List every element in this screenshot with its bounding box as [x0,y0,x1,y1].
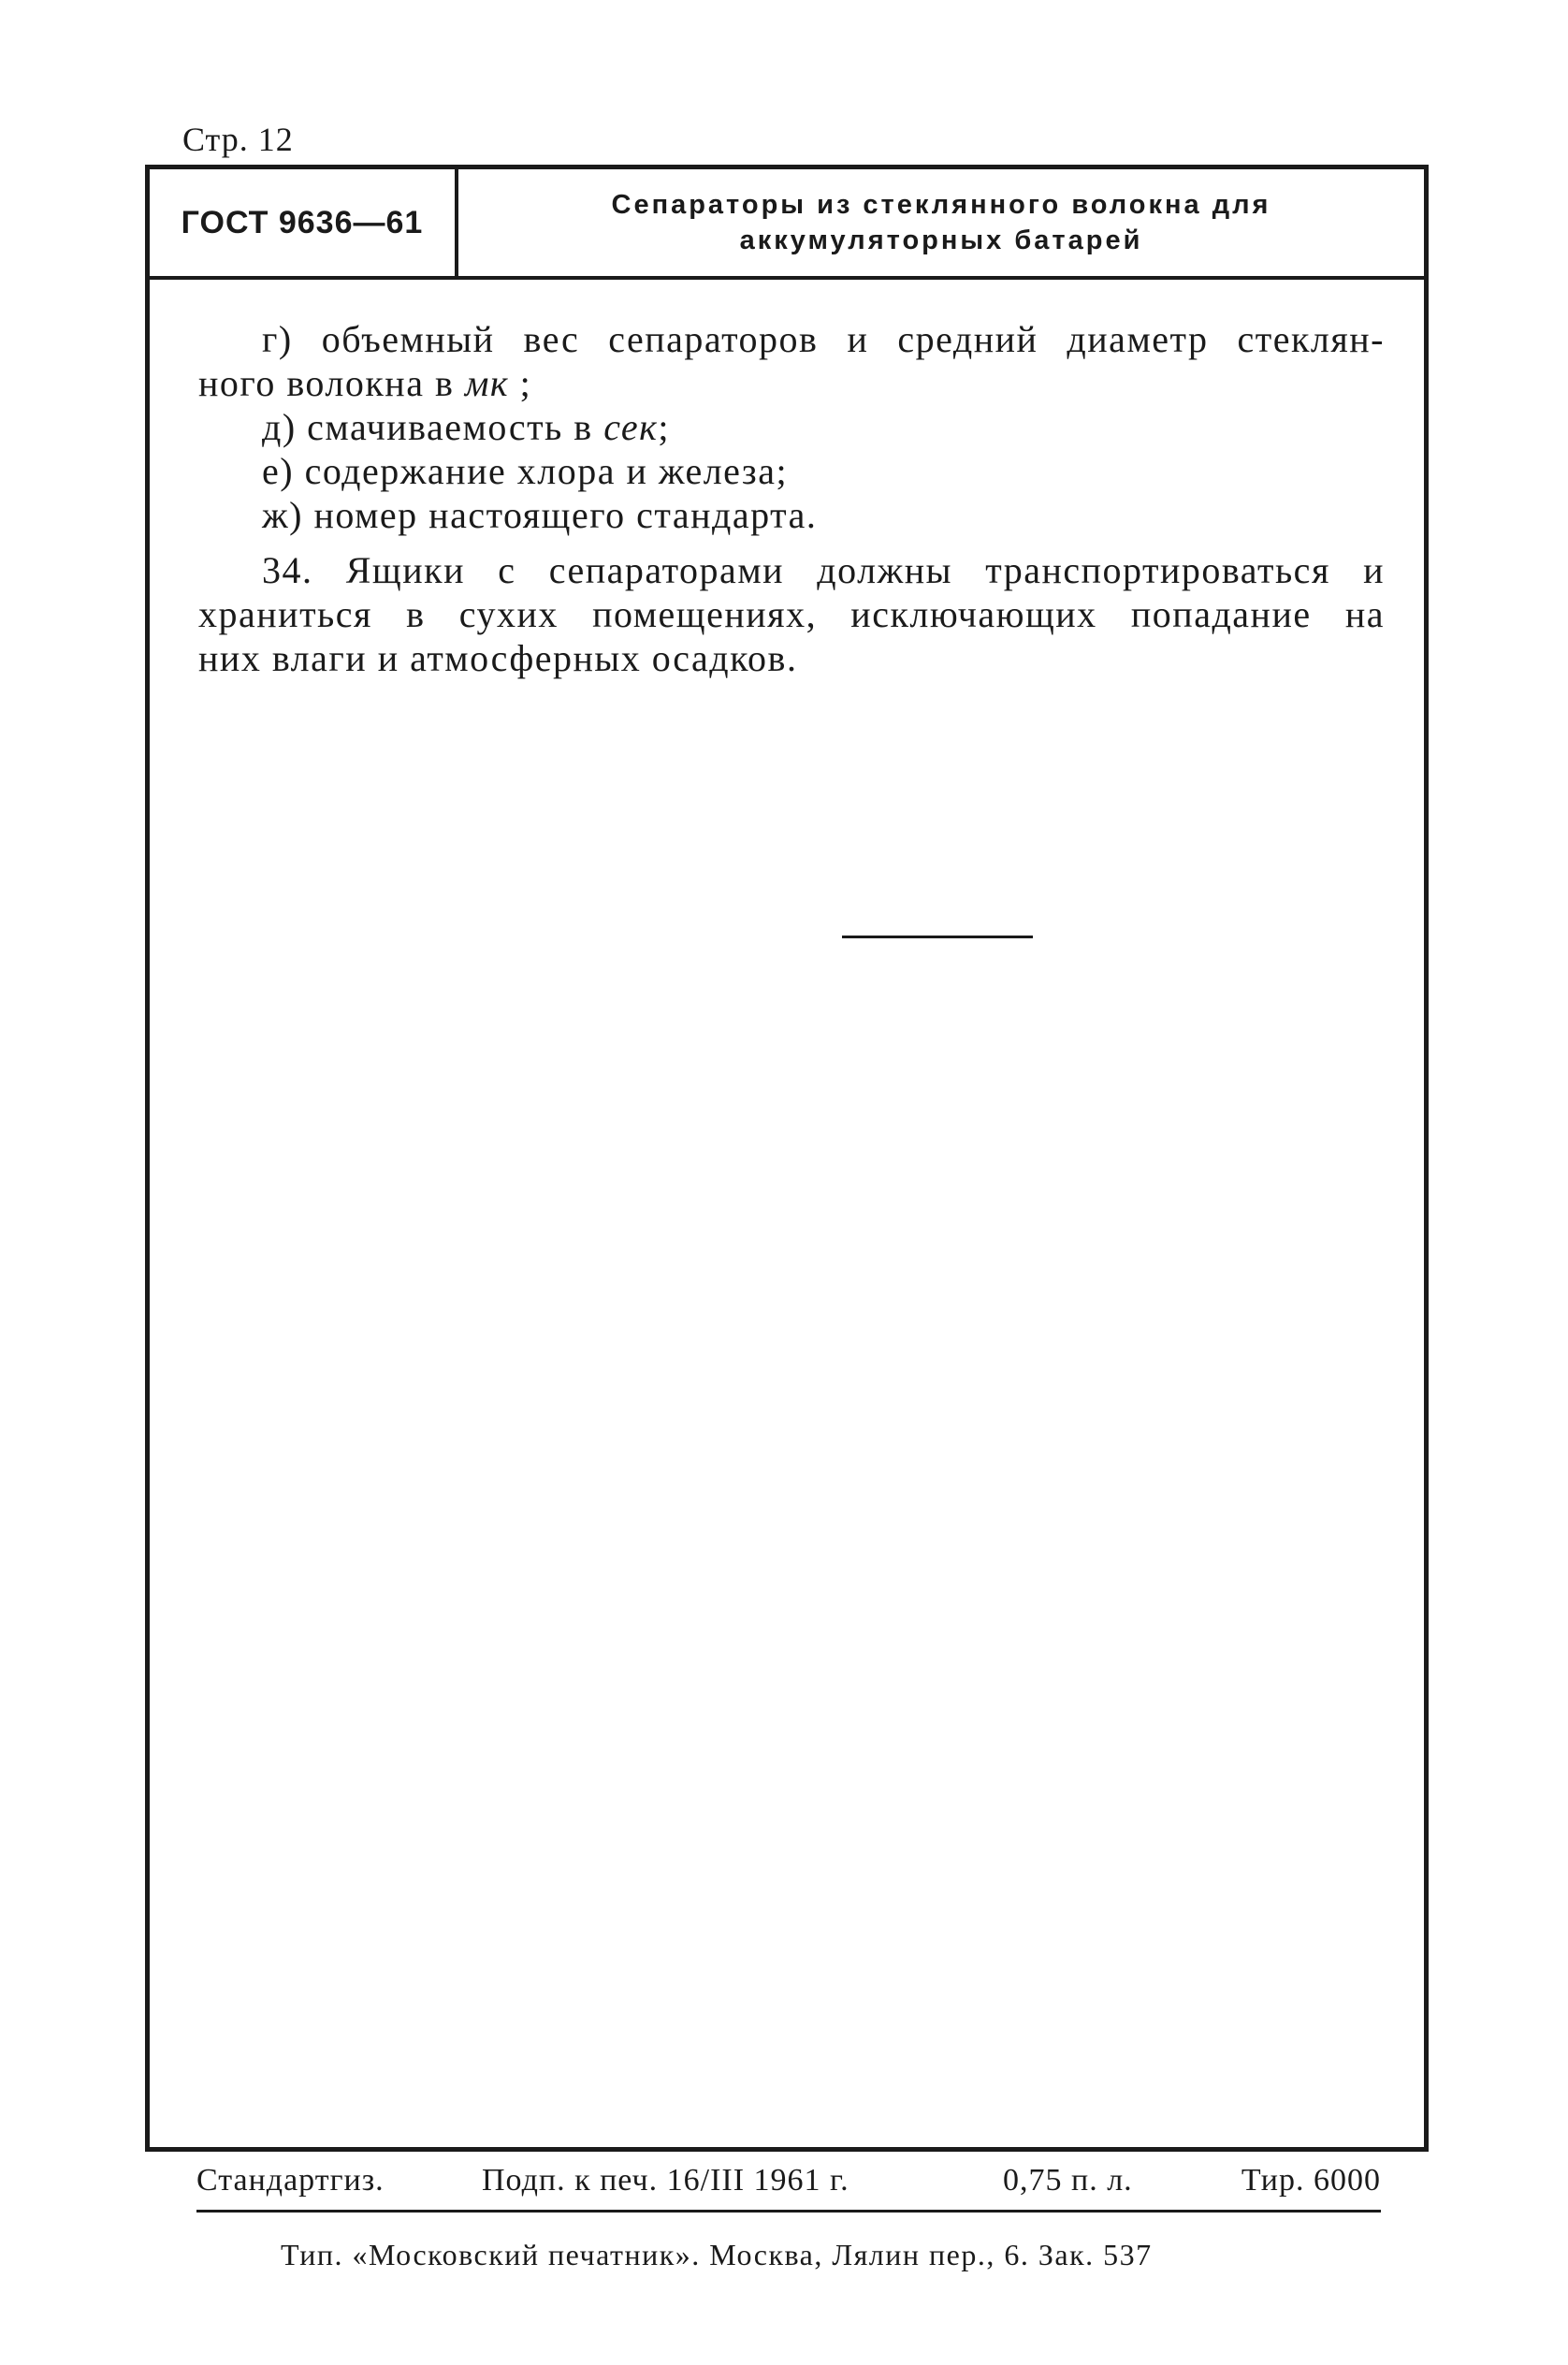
item-d-text: д) смачиваемость в [262,406,604,448]
document-frame [145,165,1429,2152]
standard-title-line-1: Сепараторы из стеклянного волокна для [611,190,1271,220]
item-g-end: ; [509,362,532,404]
end-divider [842,936,1033,938]
imprint-print-run: Тир. 6000 [1241,2163,1381,2198]
imprint-line [196,2163,1381,2213]
standard-title-line-2: аккумуляторных батарей [739,225,1143,255]
item-g-unit: мк [464,362,510,404]
document-header [150,169,1424,280]
imprint-publisher: Стандартгиз. [196,2163,385,2198]
item-d-unit: сек [603,406,659,448]
printer-info: Тип. «Московский печатник». Москва, Лялин пер., 6. Зак. 537 [281,2238,1153,2271]
standard-title [458,169,1424,276]
item-d-end: ; [658,406,671,448]
item-g-line-2 [198,361,1385,405]
item-zh: ж) номер настоящего стандарта. [262,494,818,536]
item-g-line-1: г) объемный вес сепараторов и средний диаметр стеклян- [262,318,1385,360]
item-g-text: ного волокна в [198,362,465,404]
imprint-sheets: 0,75 п. л. [1003,2163,1133,2198]
imprint-signed: Подп. к печ. 16/III 1961 г. [482,2163,849,2198]
paragraph-34-line-2: храниться в сухих помещениях, исключающих попадание на [198,593,1385,635]
item-d [198,405,1385,449]
document-body [198,317,1385,680]
paragraph-34-line-3: них влаги и атмосферных осадков. [198,637,798,679]
page-number: Стр. 12 [182,121,294,158]
paragraph-34-line-1: 34. Ящики с сепараторами должны транспортироваться и [262,549,1385,591]
standard-number: ГОСТ 9636—61 [150,169,458,276]
item-e: е) содержание хлора и железа; [262,450,789,492]
